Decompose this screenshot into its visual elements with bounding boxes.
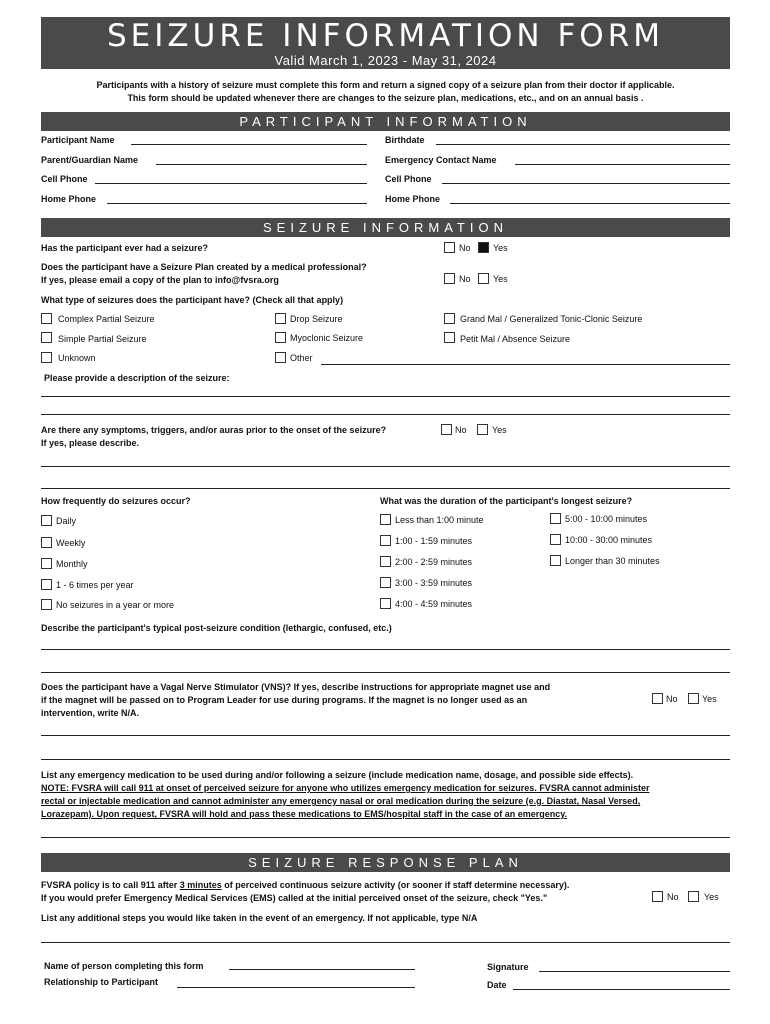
seizure-plan-yes-label: Yes	[493, 274, 508, 284]
vns-line-1[interactable]	[41, 735, 730, 736]
duration-4-5-checkbox[interactable]	[380, 598, 391, 609]
date-label: Date	[487, 980, 507, 990]
relationship-field[interactable]	[177, 987, 415, 988]
seizure-plan-no-label: No	[459, 274, 471, 284]
ever-seizure-yes-label: Yes	[493, 243, 508, 253]
medication-section	[41, 769, 730, 821]
name-completing-field[interactable]	[229, 969, 415, 970]
seizure-info-heading: SEIZURE INFORMATION	[41, 218, 730, 237]
ems-yes-label: Yes	[704, 892, 719, 902]
duration-10-30-label: 10:00 - 30:00 minutes	[565, 535, 653, 545]
post-seizure-line-2[interactable]	[41, 672, 730, 673]
duration-under-1-label: Less than 1:00 minute	[395, 515, 484, 525]
medication-note-1: NOTE: FVSRA will call 911 at onset of perceived seizure for anyone who utilizes emergency medication for seizures. FVSRA cannot administer	[41, 783, 650, 793]
emergency-contact-label: Emergency Contact Name	[385, 155, 497, 165]
complex-partial-label: Complex Partial Seizure	[58, 314, 155, 324]
name-completing-label: Name of person completing this form	[44, 961, 204, 971]
duration-question: What was the duration of the participant's longest seizure?	[380, 496, 633, 506]
duration-5-10-checkbox[interactable]	[550, 513, 561, 524]
complex-partial-checkbox[interactable]	[41, 313, 52, 324]
additional-steps-line[interactable]	[41, 942, 730, 943]
cell-phone-2-field[interactable]	[442, 183, 730, 184]
additional-steps-question: List any additional steps you would like taken in the event of an emergency. If not applicable, type N/A	[41, 913, 478, 923]
ems-yes-checkbox[interactable]	[688, 891, 699, 902]
relationship-label: Relationship to Participant	[44, 977, 159, 987]
duration-10-30-checkbox[interactable]	[550, 534, 561, 545]
participant-name-label: Participant Name	[41, 135, 115, 145]
other-type-label: Other	[290, 353, 313, 363]
medication-line[interactable]	[41, 837, 730, 838]
petit-mal-checkbox[interactable]	[444, 332, 455, 343]
participant-name-field[interactable]	[131, 144, 367, 145]
cell-phone-2-label: Cell Phone	[385, 174, 432, 184]
emergency-contact-field[interactable]	[515, 164, 730, 165]
simple-partial-checkbox[interactable]	[41, 332, 52, 343]
seizure-plan-no-checkbox[interactable]	[444, 273, 455, 284]
myoclonic-checkbox[interactable]	[275, 332, 286, 343]
symptoms-yes-checkbox[interactable]	[477, 424, 488, 435]
grand-mal-label: Grand Mal / Generalized Tonic-Clonic Seizure	[460, 314, 643, 324]
post-seizure-question: Describe the participant's typical post-seizure condition (lethargic, confused, etc.)	[41, 623, 392, 633]
myoclonic-label: Myoclonic Seizure	[290, 333, 364, 343]
drop-seizure-label: Drop Seizure	[290, 314, 343, 324]
frequency-yearly-checkbox[interactable]	[41, 579, 52, 590]
duration-2-3-checkbox[interactable]	[380, 556, 391, 567]
home-phone-2-field[interactable]	[450, 203, 730, 204]
grand-mal-checkbox[interactable]	[444, 313, 455, 324]
form-title-bar	[41, 17, 730, 69]
vns-no-checkbox[interactable]	[652, 693, 663, 704]
unknown-type-checkbox[interactable]	[41, 352, 52, 363]
other-type-field[interactable]	[321, 364, 730, 365]
description-line-1[interactable]	[41, 396, 730, 397]
duration-1-2-checkbox[interactable]	[380, 535, 391, 546]
duration-1-2-label: 1:00 - 1:59 minutes	[395, 536, 473, 546]
form-title: SEIZURE INFORMATION FORM	[106, 18, 664, 54]
symptoms-no-checkbox[interactable]	[441, 424, 452, 435]
vns-yes-checkbox[interactable]	[688, 693, 699, 704]
description-line-2[interactable]	[41, 414, 730, 415]
duration-over-30-checkbox[interactable]	[550, 555, 561, 566]
medication-note-3: Lorazepam). Upon request, FVSRA will hold and pass these medications to EMS/hospital staff in the case of an emergency.	[41, 809, 568, 819]
form-validity: Valid March 1, 2023 - May 31, 2024	[274, 53, 497, 68]
petit-mal-label: Petit Mal / Absence Seizure	[460, 334, 571, 344]
response-policy: FVSRA policy is to call 911 after 3 minutes of perceived continuous seizure activity (or sooner if staff determine necessary). If you would prefer Emergency Medical Services (EMS) called at the initial perceived onset of the seizure, check "Yes."	[41, 880, 570, 903]
signature-label: Signature	[487, 962, 529, 972]
symptoms-describe: If yes, please describe.	[41, 438, 140, 448]
symptoms-no-label: No	[455, 425, 467, 435]
frequency-none-label: No seizures in a year or more	[56, 600, 175, 610]
home-phone-label: Home Phone	[41, 194, 97, 204]
response-plan-heading: SEIZURE RESPONSE PLAN	[41, 853, 730, 872]
frequency-daily-label: Daily	[56, 516, 77, 526]
ems-no-label: No	[667, 892, 679, 902]
duration-2-3-label: 2:00 - 2:59 minutes	[395, 557, 473, 567]
frequency-daily-checkbox[interactable]	[41, 515, 52, 526]
date-field[interactable]	[513, 989, 730, 990]
post-seizure-line-1[interactable]	[41, 649, 730, 650]
duration-under-1-checkbox[interactable]	[380, 514, 391, 525]
duration-3-4-checkbox[interactable]	[380, 577, 391, 588]
vns-question: Does the participant have a Vagal Nerve Stimulator (VNS)? If yes, describe instructions for appropriate magnet use and if the magnet will be passed on to Program Leader for use during programs. If the magnet is no longer used as an intervention, write N/A.	[41, 682, 551, 718]
duration-5-10-label: 5:00 - 10:00 minutes	[565, 514, 648, 524]
cell-phone-label: Cell Phone	[41, 174, 88, 184]
symptoms-question: Are there any symptoms, triggers, and/or auras prior to the onset of the seizure?	[41, 425, 387, 435]
frequency-none-checkbox[interactable]	[41, 599, 52, 610]
description-question: Please provide a description of the seizure:	[44, 373, 230, 383]
medication-question: List any emergency medication to be used during and/or following a seizure (include medication name, dosage, and possible side effects).	[41, 770, 634, 780]
seizure-types-question: What type of seizures does the participant have? (Check all that apply)	[41, 295, 344, 305]
vns-yes-label: Yes	[702, 694, 717, 704]
seizure-plan-email: If yes, please email a copy of the plan to info@fvsra.org	[41, 275, 279, 285]
drop-seizure-checkbox[interactable]	[275, 313, 286, 324]
birthdate-field[interactable]	[436, 144, 730, 145]
symptoms-yes-label: Yes	[492, 425, 507, 435]
cell-phone-field[interactable]	[95, 183, 367, 184]
symptoms-line-2[interactable]	[41, 488, 730, 489]
birthdate-label: Birthdate	[385, 135, 425, 145]
frequency-question: How frequently do seizures occur?	[41, 496, 191, 506]
guardian-name-label: Parent/Guardian Name	[41, 155, 139, 165]
frequency-yearly-label: 1 - 6 times per year	[56, 580, 134, 590]
frequency-weekly-label: Weekly	[56, 538, 86, 548]
seizure-plan-yes-checkbox[interactable]	[478, 273, 489, 284]
symptoms-line-1[interactable]	[41, 466, 730, 467]
vns-no-label: No	[666, 694, 678, 704]
seizure-plan-question: Does the participant have a Seizure Plan created by a medical professional?	[41, 262, 367, 272]
intro-text: Participants with a history of seizure must complete this form and return a signed copy of a seizure plan from their doctor if applicable. This form should be updated whenever there are changes to the seizure plan, medications, etc., and on an annual basis .	[96, 80, 675, 103]
frequency-monthly-label: Monthly	[56, 559, 88, 569]
medication-note-2: rectal or injectable medication and cannot administer any emergency nasal or oral medication during the seizure (e.g. Diastat, Nasal Versed,	[41, 796, 641, 806]
unknown-type-label: Unknown	[58, 353, 96, 363]
frequency-monthly-checkbox[interactable]	[41, 558, 52, 569]
other-type-checkbox[interactable]	[275, 352, 286, 363]
frequency-weekly-checkbox[interactable]	[41, 537, 52, 548]
ever-seizure-no-checkbox[interactable]	[444, 242, 455, 253]
guardian-name-field[interactable]	[156, 164, 367, 165]
vns-line-2[interactable]	[41, 759, 730, 760]
simple-partial-label: Simple Partial Seizure	[58, 334, 147, 344]
duration-4-5-label: 4:00 - 4:59 minutes	[395, 599, 473, 609]
ems-no-checkbox[interactable]	[652, 891, 663, 902]
home-phone-2-label: Home Phone	[385, 194, 441, 204]
duration-3-4-label: 3:00 - 3:59 minutes	[395, 578, 473, 588]
ever-seizure-yes-checkbox[interactable]	[478, 242, 489, 253]
duration-over-30-label: Longer than 30 minutes	[565, 556, 660, 566]
participant-info-heading: PARTICIPANT INFORMATION	[41, 112, 730, 131]
signature-field[interactable]	[539, 971, 730, 972]
home-phone-field[interactable]	[107, 203, 367, 204]
ever-seizure-question: Has the participant ever had a seizure?	[41, 243, 209, 253]
ever-seizure-no-label: No	[459, 243, 471, 253]
